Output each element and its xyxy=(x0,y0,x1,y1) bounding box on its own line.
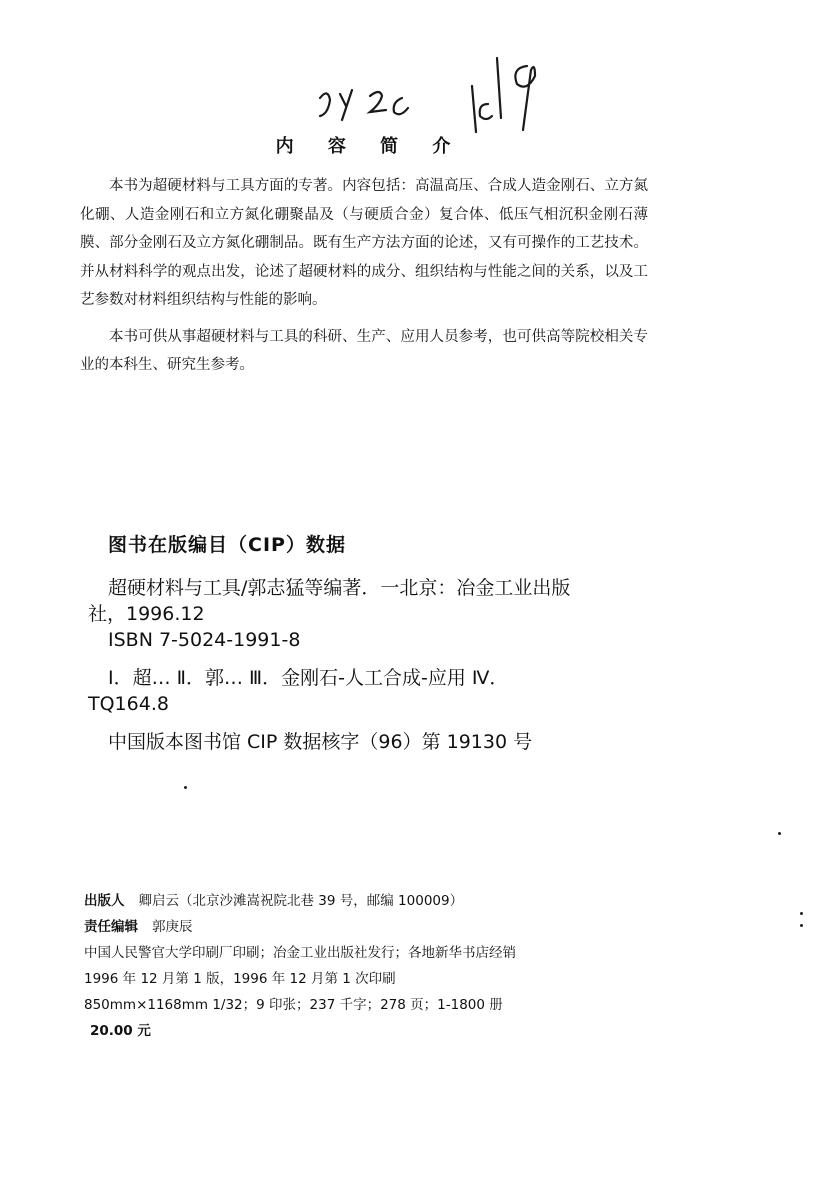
stray-mark xyxy=(800,912,803,915)
cip-title-line: 社，1996.12 xyxy=(88,603,205,625)
editor-label: 责任编辑 xyxy=(84,919,138,935)
stray-mark xyxy=(778,832,781,835)
edition-info: 1996 年 12 月第 1 版，1996 年 12 月第 1 次印刷 xyxy=(84,971,396,987)
cip-verification-number: 中国版本图书馆 CIP 数据核字（96）第 19130 号 xyxy=(108,731,533,753)
publisher-value: 卿启云（北京沙滩嵩祝院北巷 39 号，邮编 100009） xyxy=(138,893,464,909)
stray-mark xyxy=(184,786,187,789)
handwritten-note-drawing xyxy=(312,46,562,136)
cip-isbn: ISBN 7-5024-1991-8 xyxy=(108,629,301,651)
abstract-paragraph: 本书可供从事超硬材料与工具的科研、生产、应用人员参考，也可供高等院校相关专业的本科生、研究生参考。 xyxy=(80,328,648,373)
printing-info: 中国人民警官大学印刷厂印刷；冶金工业出版社发行；各地新华书店经销 xyxy=(84,945,516,961)
cip-bibliographic-entry xyxy=(88,575,648,653)
cip-classification-line: Ⅰ．超… Ⅱ．郭… Ⅲ．金刚石-人工合成-应用 Ⅳ． xyxy=(108,667,509,689)
cip-data xyxy=(88,530,648,755)
cip-heading: 图书在版编目（CIP）数据 xyxy=(108,534,346,556)
page-title: 内 容 简 介 xyxy=(275,136,465,157)
editor-row xyxy=(84,914,644,940)
publisher-label: 出版人 xyxy=(84,893,125,909)
cip-classification-line: TQ164.8 xyxy=(88,693,169,715)
price: 20.00 元 xyxy=(90,1023,151,1039)
cip-title-line: 超硬材料与工具/郭志猛等编著．一北京：冶金工业出版 xyxy=(108,577,571,599)
cip-classification xyxy=(88,665,648,717)
specification-info: 850mm×1168mm 1/32；9 印张；237 千字；278 页；1-1800 册 xyxy=(84,997,503,1013)
stray-mark xyxy=(800,924,803,927)
editor-value: 郭庚辰 xyxy=(152,919,193,935)
colophon xyxy=(84,888,644,1044)
publisher-row xyxy=(84,888,644,914)
abstract xyxy=(80,172,648,380)
handwritten-note xyxy=(312,46,562,136)
abstract-paragraph: 本书为超硬材料与工具方面的专著。内容包括：高温高压、合成人造金刚石、立方氮化硼、人造金刚石和立方氮化硼聚晶及（与硬质合金）复合体、低压气相沉积金刚石薄膜、部分金刚石及立方氮化硼制品。既有生产方法方面的论述，又有可操作的工艺技术。并从材料科学的观点出发，论述了超硬材料的成分、组织结构与性能之间的关系，以及工艺参数对材料组织结构与性能的影响。 xyxy=(80,178,648,308)
